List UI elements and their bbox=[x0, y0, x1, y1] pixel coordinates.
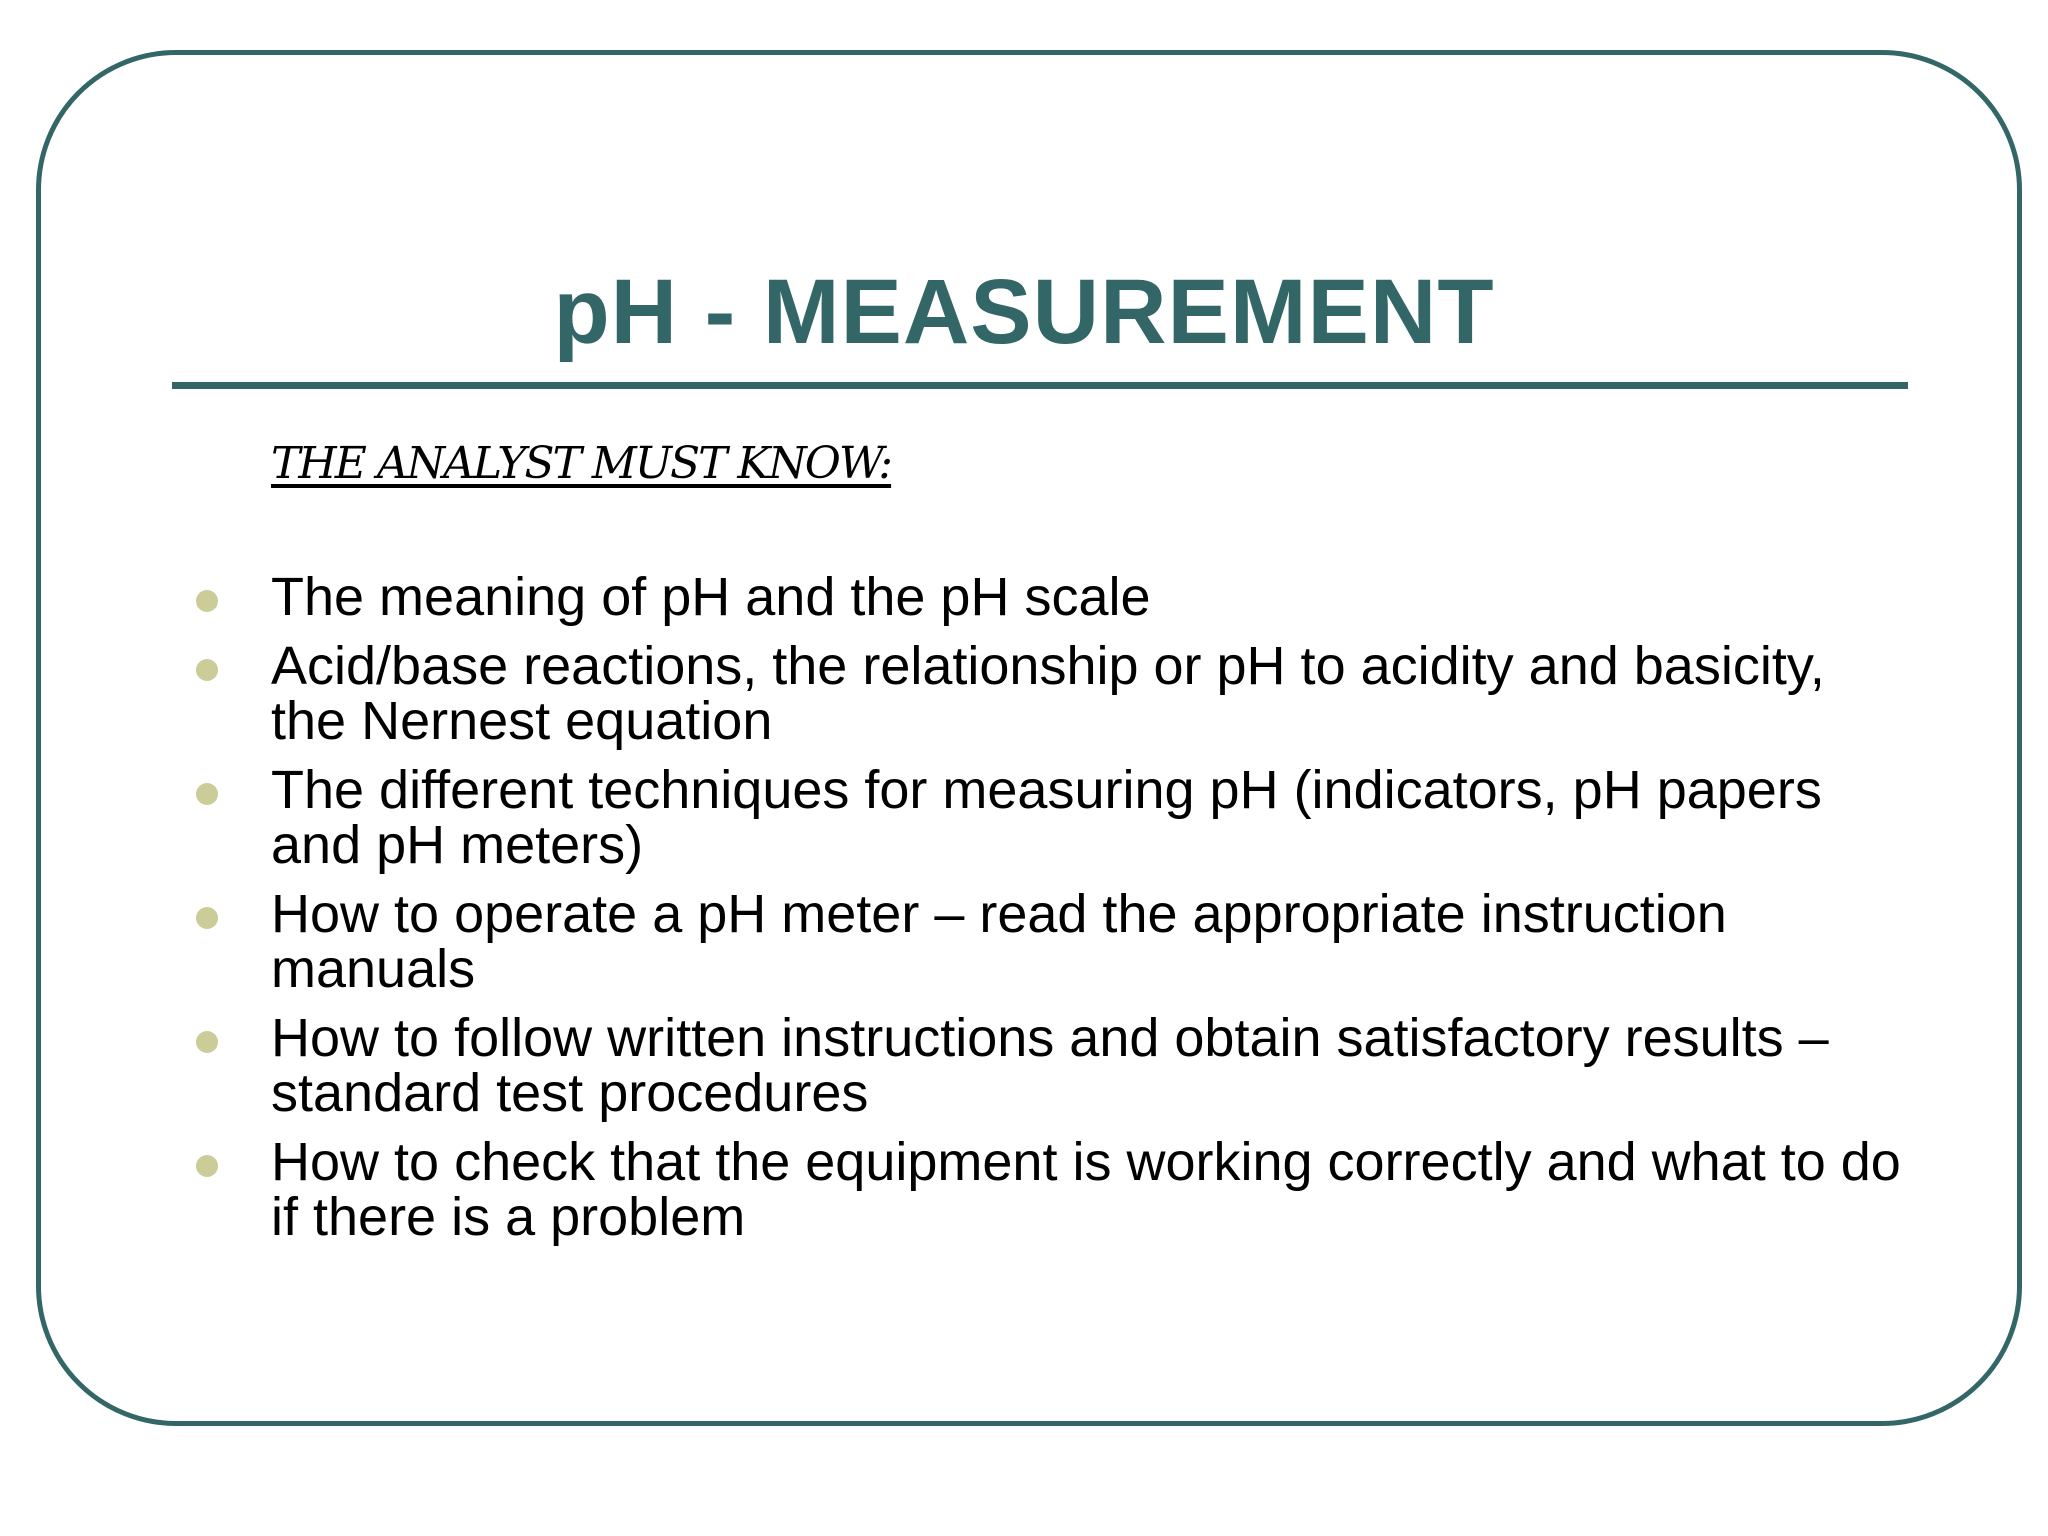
bullet-text: The meaning of pH and the pH scale bbox=[271, 567, 1151, 627]
bullet-list bbox=[0, 567, 2048, 1259]
title-divider bbox=[172, 382, 1908, 389]
bullet-text: How to operate a pH meter – read the appropriate instruction manuals bbox=[271, 884, 1727, 999]
bullet-icon bbox=[196, 783, 218, 805]
list-item bbox=[0, 567, 1911, 627]
bullet-text: The different techniques for measuring pH (indicators, pH papers and pH meters) bbox=[271, 760, 1822, 875]
bullet-icon bbox=[196, 1155, 218, 1177]
bullet-icon bbox=[196, 659, 218, 681]
bullet-text: How to check that the equipment is working correctly and what to do if there is a problem bbox=[271, 1132, 1901, 1247]
list-item bbox=[0, 636, 1911, 751]
bullet-text: Acid/base reactions, the relationship or pH to acidity and basicity, the Nernest equation bbox=[271, 636, 1825, 751]
list-item bbox=[0, 1132, 1911, 1247]
list-item bbox=[0, 884, 1911, 999]
bullet-icon bbox=[196, 1031, 218, 1053]
list-item bbox=[0, 760, 1911, 875]
list-item bbox=[0, 1008, 1911, 1123]
subheading: THE ANALYST MUST KNOW: bbox=[271, 438, 892, 489]
bullet-text: How to follow written instructions and obtain satisfactory results – standard test procedures bbox=[271, 1008, 1829, 1123]
bullet-icon bbox=[196, 590, 218, 612]
bullet-icon bbox=[196, 907, 218, 929]
slide-title: pH - MEASUREMENT bbox=[553, 261, 1495, 363]
